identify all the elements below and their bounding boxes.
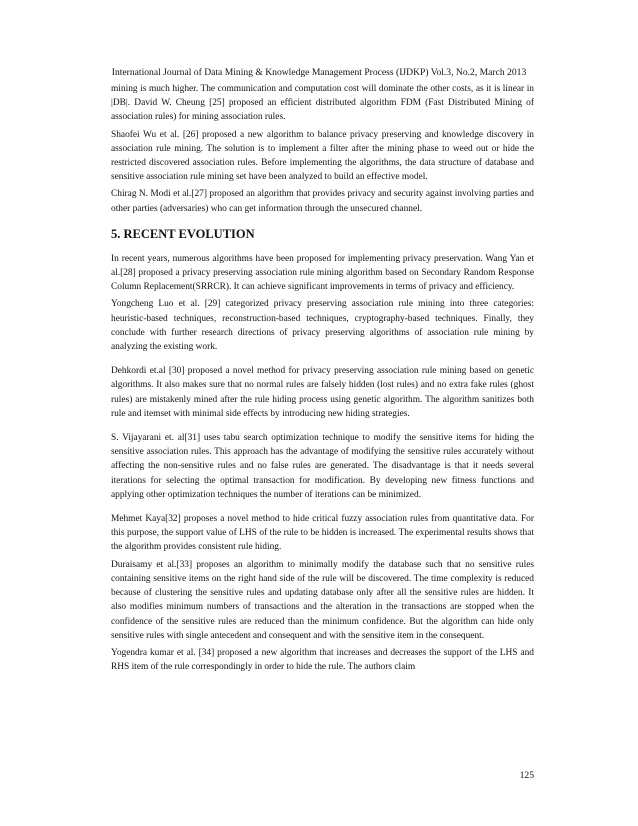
section-heading: 5. RECENT EVOLUTION xyxy=(111,226,255,241)
paragraph: S. Vijayarani et. al[31] uses tabu search optimization technique to modify the sensitive items for hiding the sensitive association rules. This approach has the advantage of modifying the sensitive rules accurately without affecting the non-sensitive rules and no false rules are generated. The disadvantage is that it needs several iterations for selecting the optimal transaction for modification. By developing new fitness functions and applying other optimization techniques the number of iterations can be minimized. xyxy=(111,433,534,500)
paragraph: Shaofei Wu et al. [26] proposed a new algorithm to balance privacy preserving and knowledge discovery in association rule mining. The solution is to implement a filter after the mining phase to weed out or hide the restricted discovered association rules. Before implementing the algorithms, the data structure of database and sensitive association rule mining set have been analyzed to build an effective model. xyxy=(111,129,534,183)
paragraph: mining is much higher. The communication and computation cost will dominate the other costs, as it is linear in |DB|. David W. Cheung [25] proposed an efficient distributed algorithm FDM (Fast Distributed Mining of association rules) for mining association rules. xyxy=(111,84,534,123)
page-number: 125 xyxy=(519,770,534,781)
paragraph: Chirag N. Modi et al.[27] proposed an algorithm that provides privacy and security against involving parties and other parties (adversaries) who can get information through the unsecured channel. xyxy=(111,189,534,214)
paragraph: Mehmet Kaya[32] proposes a novel method to hide critical fuzzy association rules from quantitative data. For this purpose, the support value of LHS of the rule to be hidden is increased. The experimental results shows that the algorithm provides consistent rule hiding. xyxy=(111,514,534,553)
paragraph: Duraisamy et al.[33] proposes an algorithm to minimally modify the database such that no sensitive rules containing sensitive items on the right hand side of the rule will be discovered. The time complexity is reduced because of clustering the sensitive rules and updating database only after all the sensitive rules are hidden. It also modifies minimum numbers of transactions and the alteration in the transactions are stopped when the confidence of the sensitive rules are reduced than the minimum confidence. But the algorithm can hide only sensitive rules with single antecedent and consequent and with the sensitive item in the consequent. xyxy=(111,559,534,641)
running-header: International Journal of Data Mining & Knowledge Management Process (IJDKP) Vol.3, No.2, March 2013 xyxy=(111,67,527,78)
paragraph: In recent years, numerous algorithms have been proposed for implementing privacy preservation. Wang Yan et al.[28] proposed a privacy preserving association rule mining algorithm based on Secondary Random Response Column Replacement(SRRCR). It can achieve significant improvements in terms of privacy and efficiency. xyxy=(111,253,534,293)
paragraph: Yogendra kumar et al. [34] proposed a new algorithm that increases and decreases the support of the LHS and RHS item of the rule correspondingly in order to hide the rule. The authors claim xyxy=(111,647,534,673)
paragraph: Dehkordi et.al [30] proposed a novel method for privacy preserving association rule mining based on genetic algorithms. It also makes sure that no normal rules are falsely hidden (lost rules) and no extra fake rules (ghost rules) are mistakenly mined after the rule hiding process using genetic algorithm. The algorithm sanitizes both rule and itemset with minimal side effects by introducing new hiding strategies. xyxy=(111,366,534,419)
body-text xyxy=(111,82,534,677)
paragraph: Yongcheng Luo et al. [29] categorized privacy preserving association rule mining into three categories: heuristic-based techniques, reconstruction-based techniques, cryptography-based techniques. Finally, they conclude with further research directions of privacy preserving algorithms of association rule mining by analyzing the existing work. xyxy=(111,299,534,353)
